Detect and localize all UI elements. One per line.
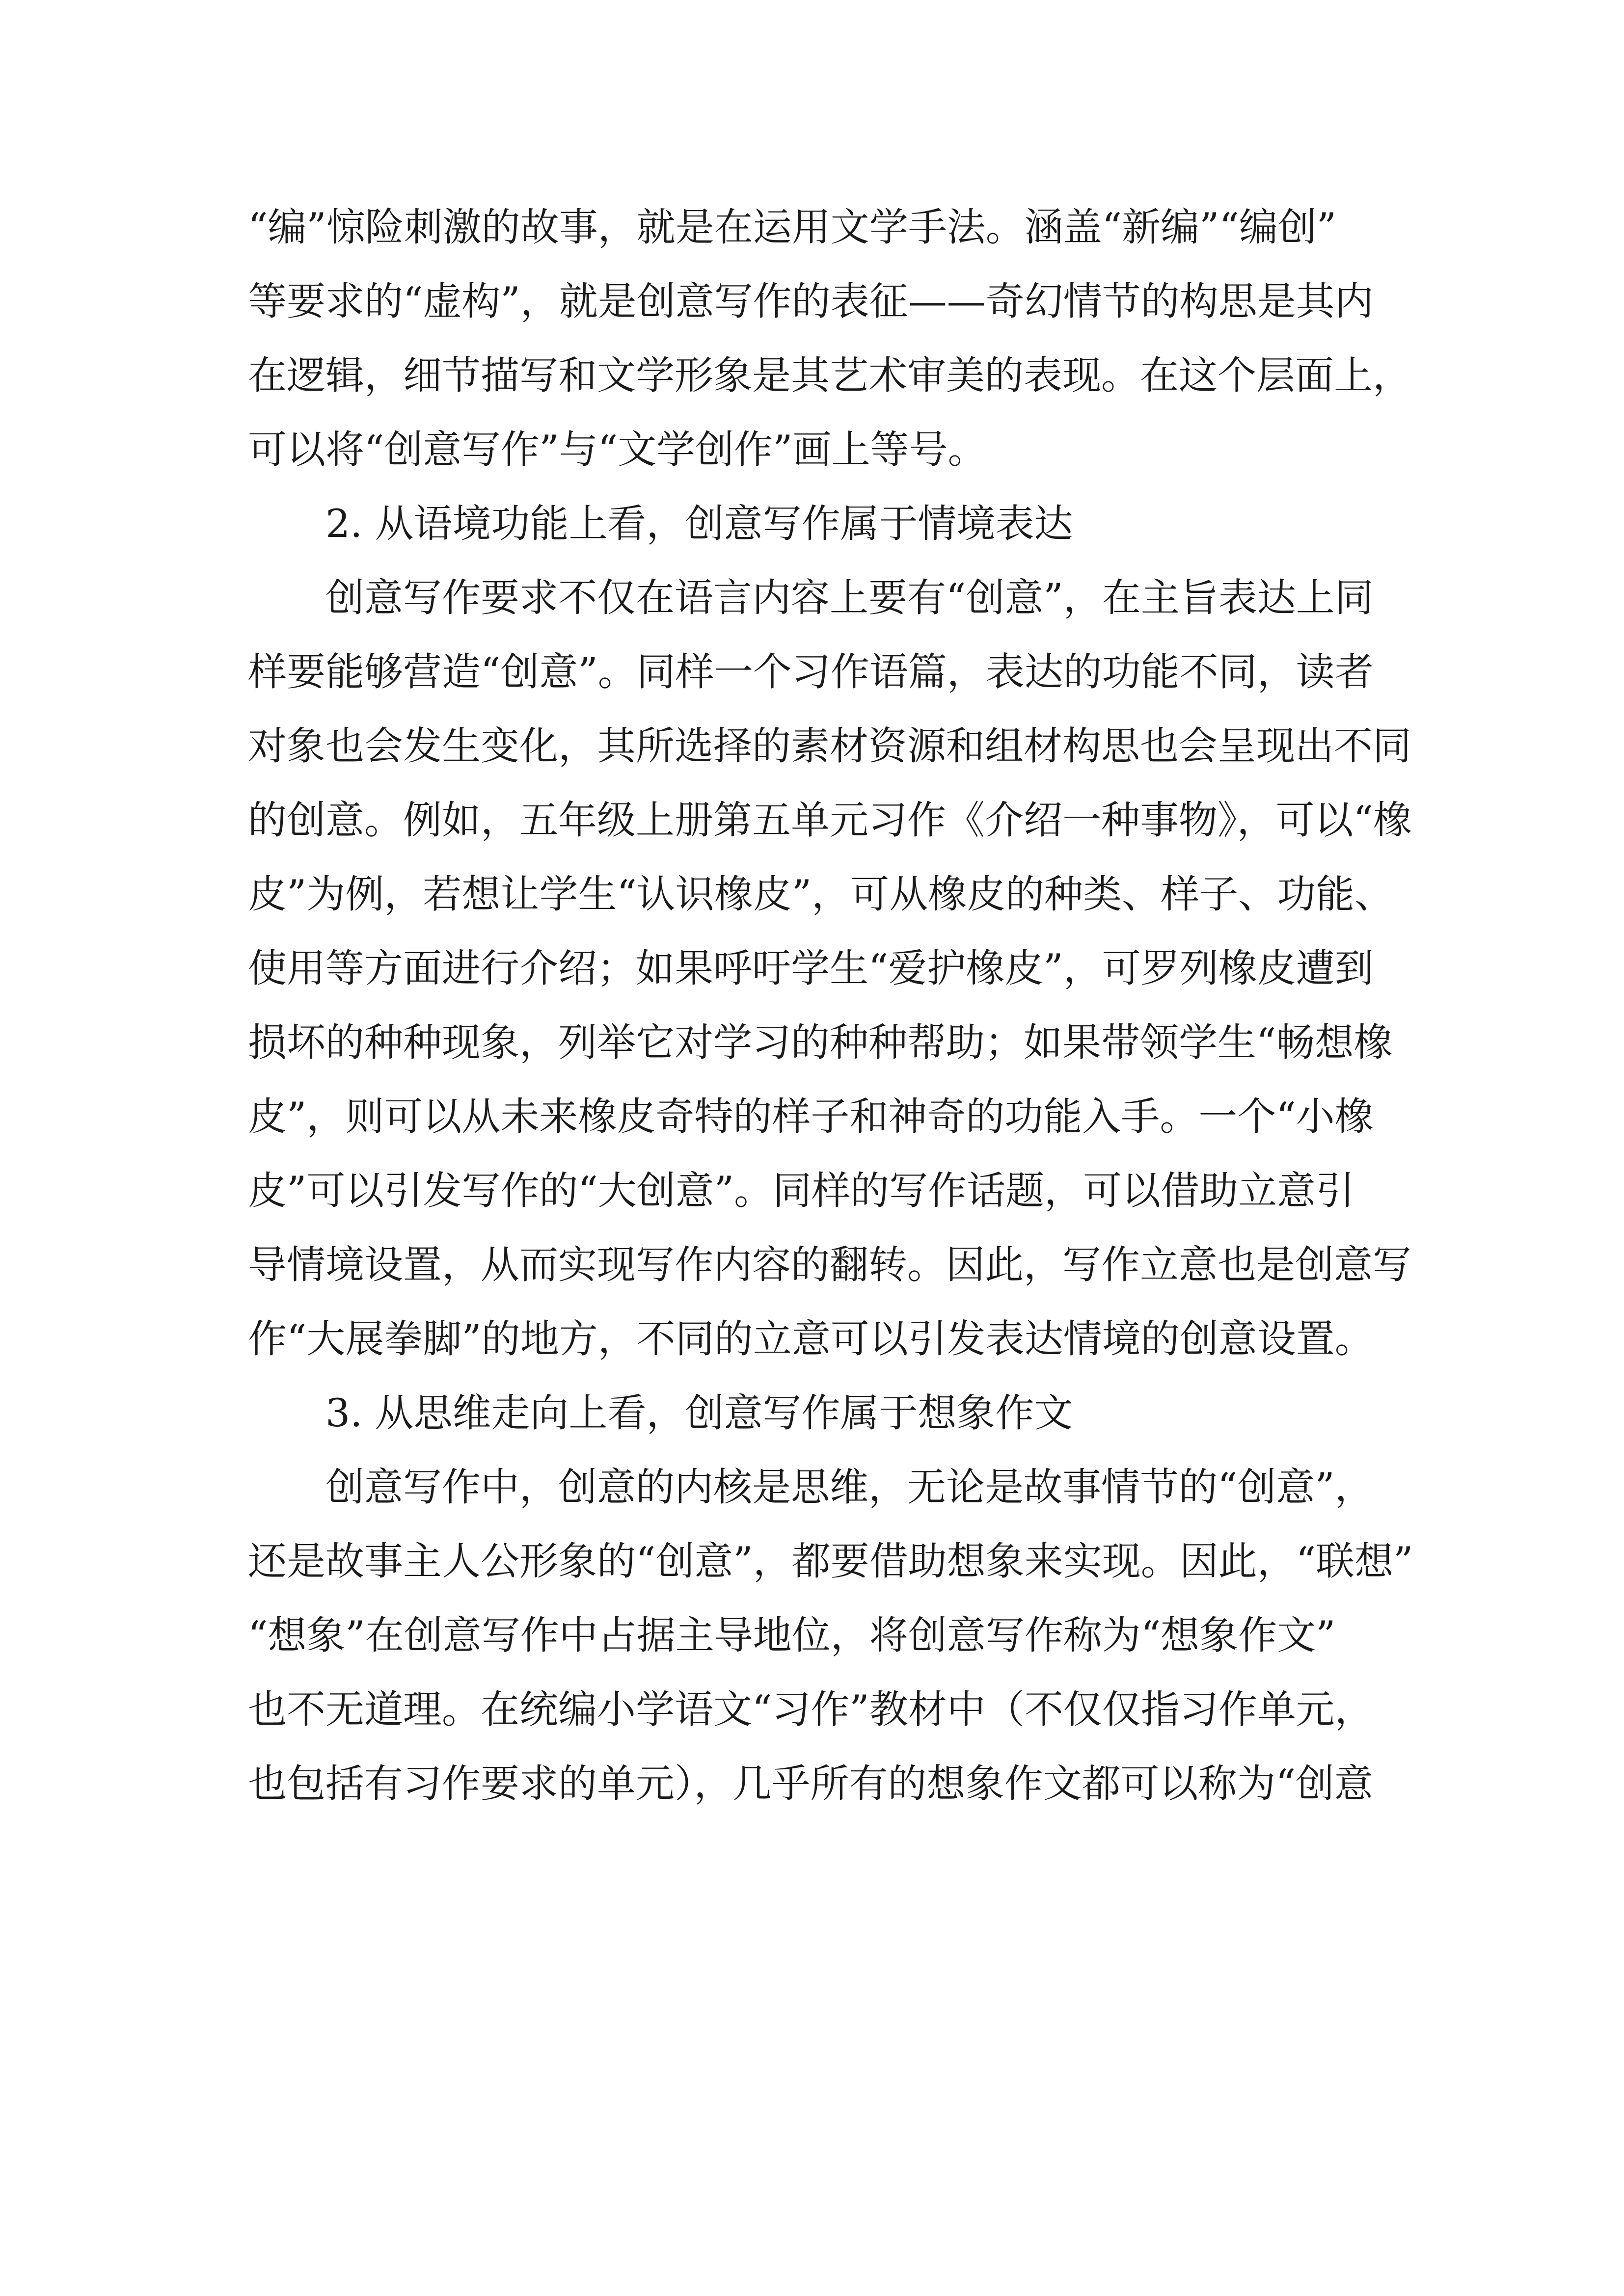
paragraph-line: “想象”在创意写作中占据主导地位，将创意写作称为“想象作文”: [248, 1613, 1336, 1658]
paragraph-line: 还是故事主人公形象的“创意”，都要借助想象来实现。因此，“联想”: [248, 1539, 1413, 1584]
paragraph-line: 的创意。例如，五年级上册第五单元习作《介绍一种事物》，可以“橡: [248, 798, 1412, 843]
paragraph-line: 创意写作中，创意的内核是思维，无论是故事情节的“创意”，: [325, 1465, 1374, 1510]
paragraph-line: 皮”为例，若想让学生“认识橡皮”，可从橡皮的种类、样子、功能、: [248, 872, 1394, 917]
paragraph-line: 损坏的种种现象，列举它对学习的种种帮助；如果带领学生“畅想橡: [248, 1020, 1393, 1065]
paragraph-line: “编”惊险刺激的故事，就是在运用文学手法。涵盖“新编”“编创”: [248, 205, 1337, 250]
paragraph-line: 也包括有习作要求的单元），几乎所有的想象作文都可以称为“创意: [248, 1761, 1373, 1806]
paragraph-line: 导情境设置，从而实现写作内容的翻转。因此，写作立意也是创意写: [248, 1242, 1411, 1287]
paragraph-line: 等要求的“虚构”，就是创意写作的表征——奇幻情节的构思是其内: [248, 279, 1374, 324]
paragraph-line: 皮”，则可以从未来橡皮奇特的样子和神奇的功能入手。一个“小橡: [248, 1094, 1374, 1139]
paragraph-line: 可以将“创意写作”与“文学创作”画上等号。: [248, 427, 987, 472]
paragraph-line: 皮”可以引发写作的“大创意”。同样的写作话题，可以借助立意引: [248, 1168, 1355, 1213]
paragraph-line: 对象也会发生变化，其所选择的素材资源和组材构思也会呈现出不同: [248, 723, 1411, 769]
paragraph-line: 样要能够营造“创意”。同样一个习作语篇，表达的功能不同，读者: [248, 649, 1374, 694]
paragraph-line: 使用等方面进行介绍；如果呼吁学生“爱护橡皮”，可罗列橡皮遭到: [248, 946, 1374, 991]
section-heading: 2. 从语境功能上看，创意写作属于情境表达: [325, 501, 1073, 546]
paragraph-line: 在逻辑，细节描写和文学形象是其艺术审美的表现。在这个层面上，: [248, 353, 1411, 398]
section-heading: 3. 从思维走向上看，创意写作属于想象作文: [325, 1390, 1073, 1436]
document-body: [248, 190, 1426, 1821]
paragraph-line: 作“大展拳脚”的地方，不同的立意可以引发表达情境的创意设置。: [248, 1316, 1374, 1362]
paragraph-line: 也不无道理。在统编小学语文“习作”教材中（不仅仅指习作单元，: [248, 1687, 1374, 1732]
paragraph-line: 创意写作要求不仅在语言内容上要有“创意”，在主旨表达上同: [325, 575, 1374, 620]
